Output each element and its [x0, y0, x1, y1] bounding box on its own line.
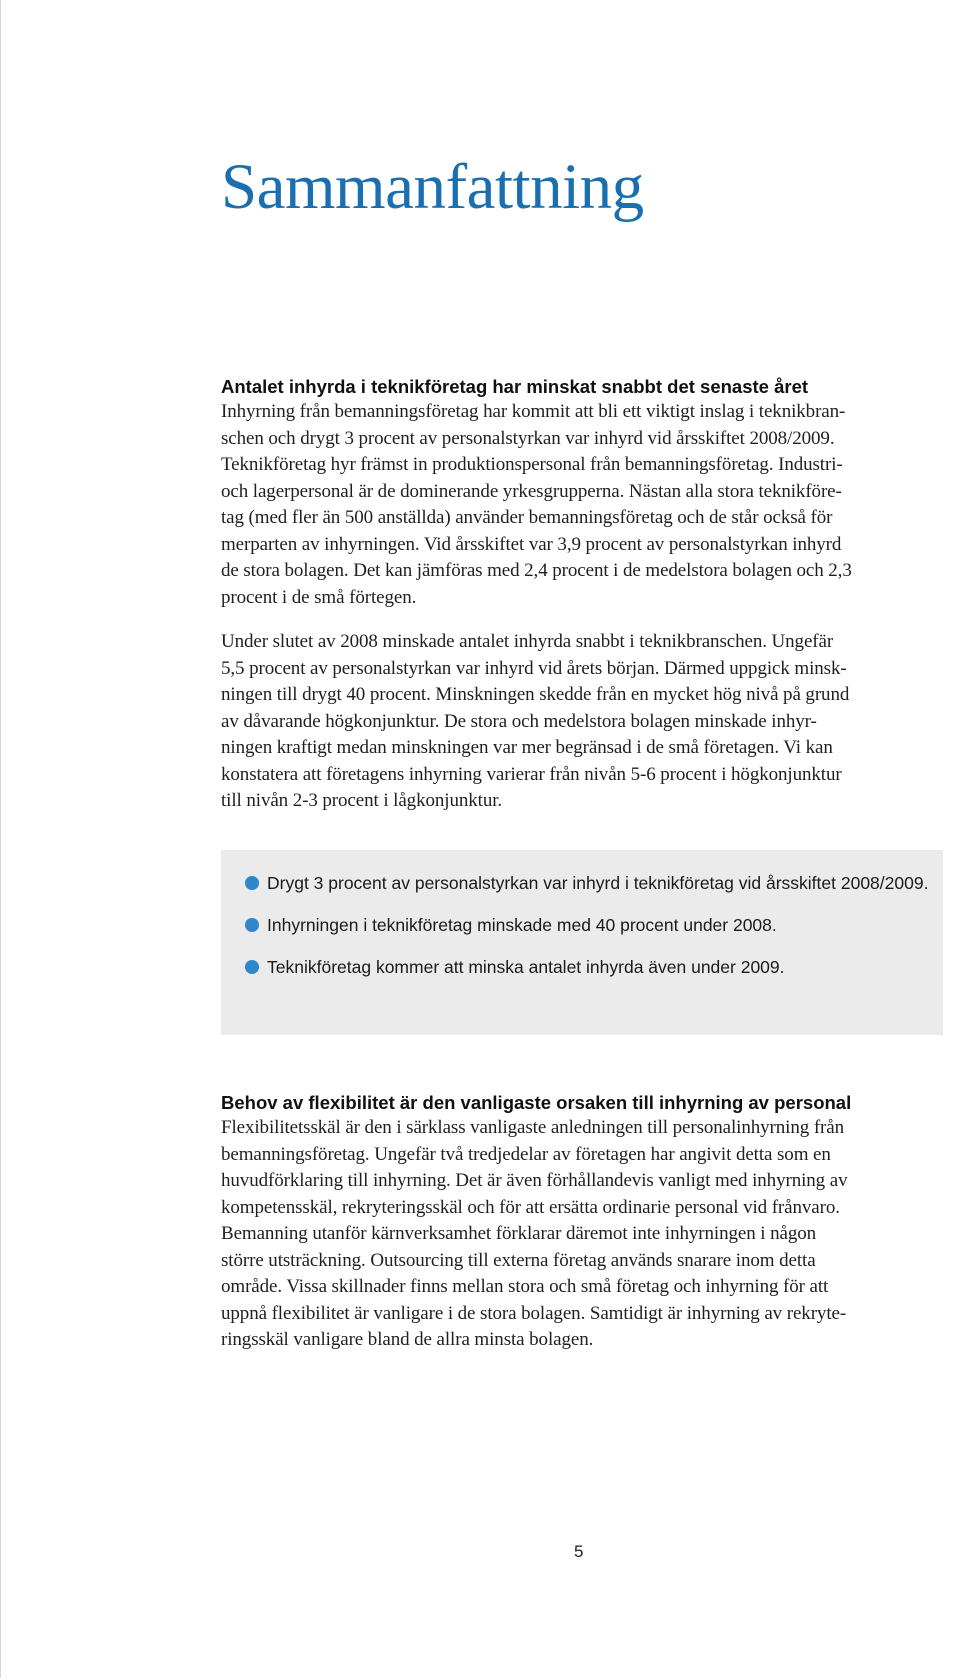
- text-line: procent i de små förtegen.: [221, 586, 417, 608]
- section-inhyrda: [221, 374, 941, 815]
- section-heading: Behov av flexibilitet är den vanligaste orsaken till inhyrning av personal: [221, 1092, 852, 1113]
- text-line: Flexibilitetsskäl är den i särklass vanligaste anledningen till personalinhyrning från: [221, 1117, 845, 1138]
- list-item: [245, 912, 943, 938]
- page-edge: [0, 0, 1, 1678]
- bullet-text: Teknikföretag kommer att minska antalet inhyrda även under 2009.: [267, 957, 785, 977]
- paragraph: [221, 399, 941, 611]
- bullet-dot-icon: [245, 918, 259, 932]
- text-line: större utsträckning. Outsourcing till externa företag används snarare inom detta: [221, 1249, 816, 1271]
- text-line: schen och drygt 3 procent av personalstyrkan var inhyrd vid årsskiftet 2008/2009.: [221, 427, 835, 449]
- text-line: Under slutet av 2008 minskade antalet inhyrda snabbt i teknikbranschen. Ungefär: [221, 631, 834, 652]
- text-line: område. Vissa skillnader finns mellan stora och små företag och inhyrning för att: [221, 1276, 829, 1297]
- text-line: Inhyrning från bemanningsföretag har kommit att bli ett viktigt inslag i teknikbran-: [221, 401, 846, 422]
- bullet-dot-icon: [245, 960, 259, 974]
- text-line: ringsskäl vanligare bland de allra minsta bolagen.: [221, 1329, 594, 1350]
- section-flexibilitet: [221, 1090, 941, 1354]
- text-line: ningen kraftigt medan minskningen var mer begränsad i de små företagen. Vi kan: [221, 737, 833, 758]
- text-line: och lagerpersonal är de dominerande yrkesgrupperna. Nästan alla stora teknikföre-: [221, 480, 842, 502]
- text-line: konstatera att företagens inhyrning varierar från nivån 5-6 procent i högkonjunktur: [221, 763, 842, 785]
- text-line: av dåvarande högkonjunktur. De stora och medelstora bolagen minskade inhyr-: [221, 710, 817, 732]
- page-number: 5: [574, 1542, 584, 1561]
- text-line: huvudförklaring till inhyrning. Det är även förhållandevis vanligt med inhyrning av: [221, 1170, 848, 1191]
- bullet-text: Inhyrningen i teknikföretag minskade med 40 procent under 2008.: [267, 915, 777, 935]
- text-line: ningen till drygt 40 procent. Minskningen skedde från en mycket hög nivå på grund: [221, 684, 850, 705]
- bullet-text: Drygt 3 procent av personalstyrkan var inhyrd i teknikföretag vid årsskiftet 2008/2009.: [267, 873, 929, 893]
- list-item: [245, 954, 943, 980]
- text-line: merparten av inhyrningen. Vid årsskiftet var 3,9 procent av personalstyrkan inhyrd: [221, 533, 842, 555]
- page-title: Sammanfattning: [221, 151, 644, 223]
- summary-list: [221, 850, 943, 980]
- text-line: Bemanning utanför kärnverksamhet förklarar däremot inte inhyrningen i någon: [221, 1223, 817, 1244]
- list-item: [245, 870, 943, 896]
- summary-box: [221, 850, 943, 1035]
- text-line: Teknikföretag hyr främst in produktionspersonal från bemanningsföretag. Industri-: [221, 454, 843, 475]
- bullet-dot-icon: [245, 876, 259, 890]
- text-line: tag (med fler än 500 anställda) använder bemanningsföretag och de står också för: [221, 507, 833, 528]
- paragraph: [221, 1115, 941, 1354]
- text-line: kompetensskäl, rekryteringsskäl och för att ersätta ordinarie personal vid frånvaro.: [221, 1196, 840, 1218]
- section-heading: Antalet inhyrda i teknikföretag har minskat snabbt det senaste året: [221, 376, 809, 397]
- text-line: de stora bolagen. Det kan jämföras med 2,4 procent i de medelstora bolagen och 2,3: [221, 560, 852, 581]
- text-line: 5,5 procent av personalstyrkan var inhyrd vid årets början. Därmed uppgick minsk-: [221, 657, 847, 679]
- text-line: bemanningsföretag. Ungefär två tredjedelar av företagen har angivit detta som en: [221, 1143, 831, 1165]
- text-line: till nivån 2-3 procent i lågkonjunktur.: [221, 790, 503, 811]
- text-line: uppnå flexibilitet är vanligare i de stora bolagen. Samtidigt är inhyrning av rekryte-: [221, 1302, 847, 1324]
- paragraph: [221, 629, 941, 815]
